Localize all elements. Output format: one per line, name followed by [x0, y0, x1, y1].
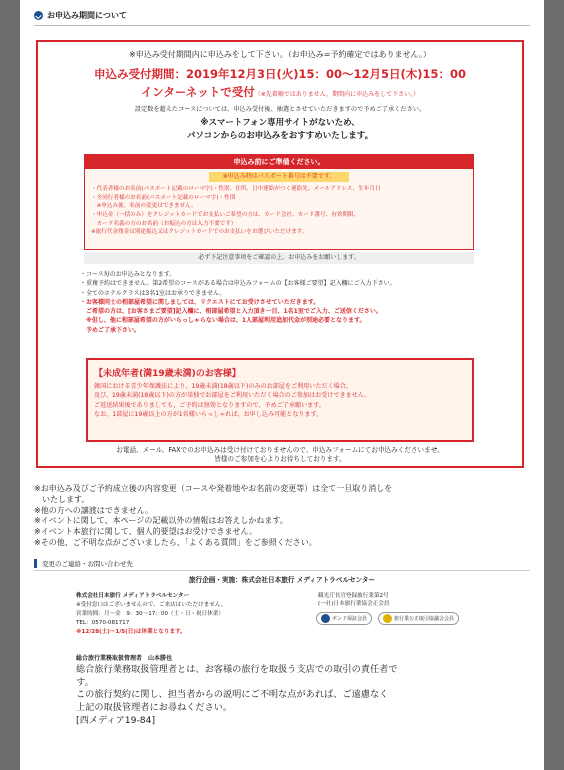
- bond-badge-label: ボンド保証会員: [332, 616, 368, 622]
- minor-line: 韓国における青少年保護法により、19歳未満(18歳以下)のみのお部屋をご利用いただく場合、: [94, 383, 352, 390]
- manager-line: す。: [76, 676, 94, 688]
- plain-note: ※その他、ご不明な点がございましたら、「よくある質問」をご参照ください。: [34, 537, 317, 547]
- prep-item: カード名義の方のお名前（お振込の方は入力不要です）: [91, 220, 237, 227]
- prep-item: ※旅行代金残金は別途振込又はクレジットカードでのお支払いをお選びいただけます。: [91, 229, 308, 236]
- fair-trade-badge: [378, 612, 459, 625]
- confirm-bar: 必ず下記注意事項をご確認の上、お申込みをお願いします。: [84, 252, 474, 264]
- prep-item: ・全同行者様のお名前(パスポート記載のローマ字)・性別: [91, 194, 236, 201]
- plain-note: いたします。: [34, 494, 90, 504]
- check-circle-icon: [34, 11, 43, 20]
- footer-notice: [36, 446, 524, 464]
- manager-line: この旅行契約に関し、担当者からの説明にご不明な点があれば、ご遠慮なく: [76, 689, 389, 701]
- note-item: ・コース毎のお申込みとなります。: [80, 271, 176, 278]
- internet-label: インターネットで受付: [140, 85, 255, 99]
- note-item: 予めご了承下さい。: [80, 326, 141, 334]
- note-item: ・全てのホテルクラスは3名1室はお承りできません。: [80, 289, 226, 297]
- passport-note: ※申込み時はパスポート番号は不要です。: [209, 172, 349, 182]
- minor-line: ご返送結果後でありましても、ご予約は無効となりますので、予めご了承願います。: [94, 401, 325, 409]
- minor-notice-box: [86, 358, 474, 442]
- registration-info: [318, 592, 390, 609]
- membership-badges: [316, 612, 459, 625]
- notes-list: [80, 270, 396, 335]
- notice-line-6: パソコンからのお申込みをおすすめいたします。: [186, 131, 374, 141]
- note-item: ・お客様同士の相部屋希望に関しましては、リクエストにてお受けさせていただきます。: [80, 298, 320, 306]
- divider: [34, 570, 530, 571]
- business-hours: 営業時間：月〜金 9：30〜17：00（土・日・祝日休業）: [76, 610, 224, 617]
- minor-line: なお、1部屋に19歳以上の方が1名様いらっしゃれば、お申し込み可能となります。: [94, 411, 323, 419]
- internet-sub: （※先着順ではありません。期間内に申込みをして下さい。）: [254, 91, 420, 98]
- plain-note: ※イベントに関して、本ページの記載以外の情報はお答えしかねます。: [34, 516, 288, 526]
- plain-note: ※イベント本旅行に関して、個人的要望はお受けできません。: [34, 527, 258, 537]
- notice-line-5: ※スマートフォン専用サイトがないため、: [200, 118, 360, 128]
- phone-number: TEL：0570-081717: [76, 619, 130, 626]
- plain-notes: [34, 484, 392, 549]
- company-info-line: ※受付窓口はございませんので、ご来店はいただけません。: [76, 601, 227, 608]
- manager-label: 総合旅行業務取扱管理者 山本勝也: [76, 655, 173, 662]
- section-title: お申込み期間について: [47, 10, 127, 20]
- contact-heading-label: 変更のご連絡・お問い合わせ先: [42, 559, 133, 568]
- manager-line: 上記の取扱管理者にお尋ねください。: [76, 702, 233, 714]
- footer-line-1: お電話、メール、FAXでのお申込みは受け付けておりませんので、申込みフォームにてお申込みくださいませ。: [116, 446, 444, 454]
- bond-logo-icon: [321, 614, 330, 623]
- company-name: 株式会社日本旅行 メディアトラベルセンター: [76, 593, 190, 599]
- note-item: ※但し、他に相部屋希望の方がいらっしゃらない場合は、1人部屋利用追加代金が別途必要となります。: [80, 317, 366, 325]
- notice-line-1: ※申込み受付期間内に申込みをして下さい。（お申込み=予約確定ではありません。）: [129, 50, 431, 59]
- company-info: [76, 592, 226, 637]
- manager-line: 総合旅行業務取扱管理者とは、お客様の旅行を取扱う支店での取引の責任者で: [76, 664, 398, 675]
- section-heading: [34, 6, 530, 24]
- plain-note: ※お申込み及びご予約成立後の内容変更（コースや発着地やお名前の変更等）は全て一旦取り消しを: [34, 484, 393, 493]
- prep-item: ・代表者様のお名前(パスポート記載のローマ字)・性別、住所、日中連絡がつく連絡先、メールアドレス、生年月日: [91, 186, 381, 192]
- registration-line: (一社)日本旅行業協会正会員: [318, 601, 390, 608]
- fair-trade-logo-icon: [383, 614, 392, 623]
- minor-body: [94, 382, 370, 420]
- notice-line-4: 設定数を超えたコースについては、申込み受付後、抽選とさせていただきますので予めご了承ください。: [134, 106, 426, 113]
- organizer: 旅行企画・実施：株式会社日本旅行 メディアトラベルセンター: [188, 576, 376, 584]
- registration-line: 観光庁長官登録旅行業第2号: [318, 593, 389, 599]
- minor-line: 及び、19歳未満(18歳以下)の方が単独でお部屋をご利用いただく場合のご参加はお受けできません。: [94, 392, 371, 400]
- application-period: 申込み受付期間：2019年12月3日(火)15：00〜12月5日(木)15：00: [93, 67, 467, 81]
- preparation-box: [84, 154, 474, 250]
- divider: [34, 25, 530, 26]
- internet-line: [38, 86, 522, 100]
- prep-item: ・申込金（一括のみ）をクレジットカードでお支払いご希望の方は、カード会社、カード番号、有効期限、: [91, 211, 360, 218]
- page: [20, 0, 544, 770]
- contact-heading: [34, 558, 530, 568]
- prep-item: ※申込み後、名前の変更はできません。: [91, 203, 197, 210]
- holiday-notice: ※12/28(土)〜1/5(日)は休業となります。: [76, 628, 186, 635]
- manager-description: [76, 664, 536, 727]
- minor-title: 【未成年者(満19歳未満)のお客様】: [94, 369, 241, 379]
- footer-line-2: 皆様のご参加を心よりお待ちしております。: [214, 455, 346, 464]
- manager-line: [西メディア19-84]: [76, 714, 156, 726]
- note-item: ・重複予約はできません。第2希望のコースがある場合は申込みフォームの【お客様ご要望】記入欄にご入力下さい。: [80, 280, 396, 288]
- preparation-list: [91, 185, 381, 237]
- preparation-title: 申込み前にご準備ください。: [85, 155, 473, 169]
- note-item: ご希望の方は、[お客さまご要望]記入欄に、相部屋希望と入力頂き一目、1名1室でご入力、ご送信ください。: [80, 308, 382, 316]
- bond-badge: [316, 612, 372, 625]
- heading-bar-icon: [34, 559, 37, 568]
- plain-note: ※他の方への譲渡はできません。: [34, 505, 154, 515]
- fair-trade-badge-label: 旅行業公正取引協議会会員: [394, 616, 455, 622]
